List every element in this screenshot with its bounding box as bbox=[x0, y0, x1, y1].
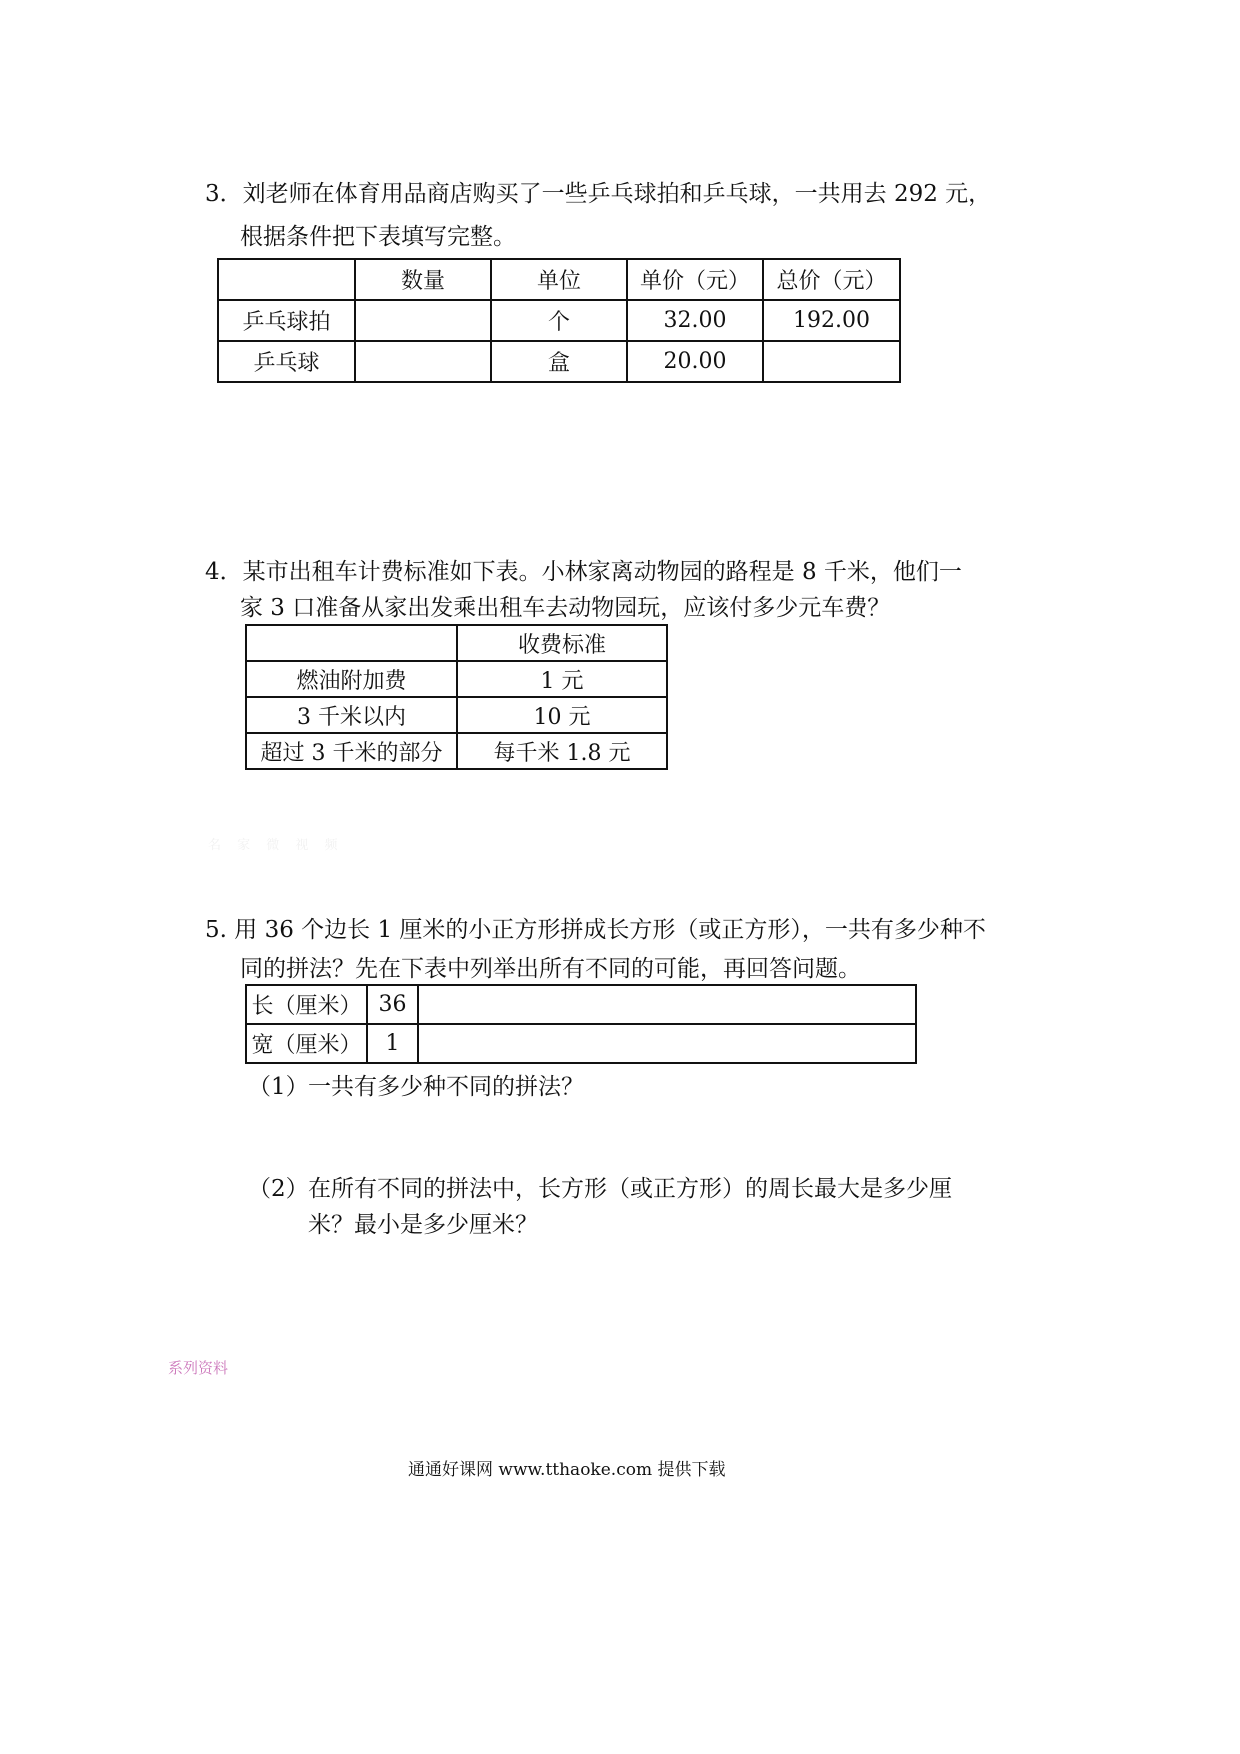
q3-table bbox=[217, 258, 901, 383]
table-cell bbox=[418, 985, 916, 1024]
table-cell: 乒乓球拍 bbox=[218, 300, 355, 341]
header-cell bbox=[218, 259, 355, 300]
q5-sub2-text-line2: 米？最小是多少厘米？ bbox=[308, 1212, 538, 1238]
table-row bbox=[246, 697, 667, 733]
header-cell: 单价（元） bbox=[627, 259, 763, 300]
table-cell: 36 bbox=[367, 985, 418, 1024]
q5-text-line2: 同的拼法？先在下表中列举出所有不同的可能，再回答问题。 bbox=[240, 956, 861, 982]
footer-text: 通通好课网 www.tthaoke.com 提供下载 bbox=[408, 1460, 726, 1480]
table-row bbox=[218, 300, 900, 341]
table-cell: 宽（厘米） bbox=[246, 1024, 367, 1063]
table-cell: 个 bbox=[491, 300, 627, 341]
table-cell: 192.00 bbox=[763, 300, 900, 341]
table-cell: 3 千米以内 bbox=[246, 697, 457, 733]
header-cell: 数量 bbox=[355, 259, 491, 300]
series-watermark: 系列资料 bbox=[168, 1359, 229, 1377]
q5-text-line1: 5. 用 36 个边长 1 厘米的小正方形拼成长方形（或正方形），一共有多少种不 bbox=[205, 917, 986, 943]
table-cell: 盒 bbox=[491, 341, 627, 382]
header-cell: 收费标准 bbox=[457, 625, 667, 661]
q4-text-line1: 4．某市出租车计费标准如下表。小林家离动物园的路程是 8 千米，他们一 bbox=[205, 559, 962, 585]
table-cell: 20.00 bbox=[627, 341, 763, 382]
table-row bbox=[246, 661, 667, 697]
header-cell: 总价（元） bbox=[763, 259, 900, 300]
table-cell bbox=[355, 300, 491, 341]
table-cell: 32.00 bbox=[627, 300, 763, 341]
table-cell bbox=[763, 341, 900, 382]
q5-sub1-number: （1） bbox=[248, 1074, 309, 1100]
table-row bbox=[246, 1024, 916, 1063]
table-header-row bbox=[218, 259, 900, 300]
table-cell: 每千米 1.8 元 bbox=[457, 733, 667, 769]
q3-text-line1: 3．刘老师在体育用品商店购买了一些乒乓球拍和乒乓球，一共用去 292 元， bbox=[205, 181, 992, 207]
faint-watermark-text: 名 家 微 视 频 bbox=[208, 838, 344, 853]
header-cell: 单位 bbox=[491, 259, 627, 300]
table-header-row bbox=[246, 625, 667, 661]
table-row bbox=[246, 985, 916, 1024]
table-cell: 1 bbox=[367, 1024, 418, 1063]
q5-sub1-text: 一共有多少种不同的拼法？ bbox=[308, 1074, 584, 1100]
q3-text-line2: 根据条件把下表填写完整。 bbox=[240, 224, 516, 250]
q4-table bbox=[245, 624, 668, 770]
table-row bbox=[218, 341, 900, 382]
q5-sub2-text-line1: 在所有不同的拼法中，长方形（或正方形）的周长最大是多少厘 bbox=[308, 1176, 952, 1202]
table-cell: 10 元 bbox=[457, 697, 667, 733]
q5-table bbox=[245, 984, 917, 1064]
table-cell bbox=[418, 1024, 916, 1063]
table-cell: 乒乓球 bbox=[218, 341, 355, 382]
table-cell: 1 元 bbox=[457, 661, 667, 697]
table-cell: 超过 3 千米的部分 bbox=[246, 733, 457, 769]
table-cell: 燃油附加费 bbox=[246, 661, 457, 697]
header-cell bbox=[246, 625, 457, 661]
table-cell: 长（厘米） bbox=[246, 985, 367, 1024]
table-cell bbox=[355, 341, 491, 382]
table-row bbox=[246, 733, 667, 769]
q4-text-line2: 家 3 口准备从家出发乘出租车去动物园玩，应该付多少元车费？ bbox=[240, 595, 891, 621]
q5-sub2-number: （2） bbox=[248, 1176, 309, 1202]
